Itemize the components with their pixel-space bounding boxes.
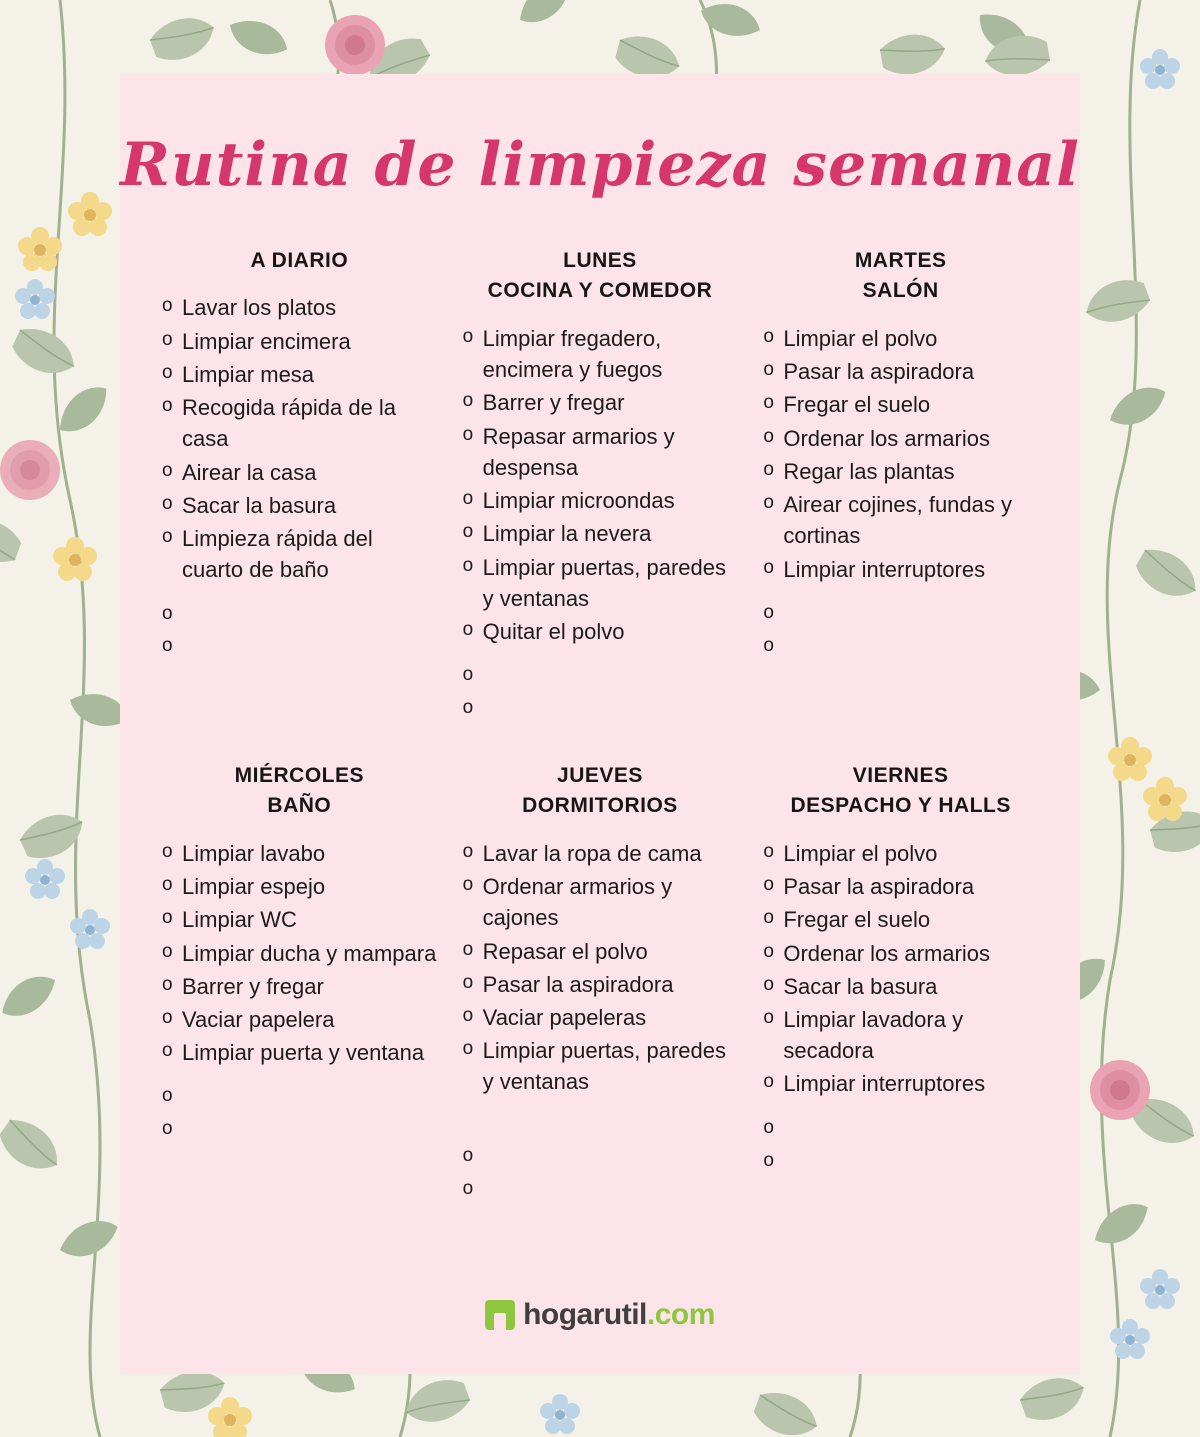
task-list [162, 838, 437, 1069]
task-label: Lavar la ropa de cama [482, 840, 702, 866]
task-label: Limpieza rápida del cuarto de baño [182, 526, 373, 583]
task-list [463, 323, 738, 647]
task-label: Lavar los platos [182, 295, 337, 321]
checkbox-bullet[interactable]: o [763, 1149, 774, 1171]
checkbox-bullet[interactable]: o [763, 1116, 774, 1138]
blank-task-lines [463, 1142, 738, 1204]
checkbox-bullet[interactable]: o [162, 940, 173, 962]
checkbox-bullet[interactable]: o [462, 554, 474, 576]
block-viernes [763, 761, 1038, 1208]
task-item[interactable] [463, 1002, 738, 1033]
block-heading-line1: LUNES [563, 249, 637, 272]
checkbox-bullet[interactable]: o [162, 635, 173, 657]
task-label: Regar las plantas [783, 458, 955, 484]
checkbox-bullet[interactable]: o [462, 1005, 474, 1027]
blank-task-item[interactable] [162, 1082, 437, 1111]
task-item[interactable] [763, 423, 1038, 454]
checkbox-bullet[interactable]: o [462, 1038, 474, 1060]
blank-task-item[interactable] [763, 1114, 1038, 1143]
task-item[interactable] [763, 838, 1038, 869]
checkbox-bullet[interactable]: o [763, 940, 774, 962]
task-list [763, 323, 1038, 585]
blank-task-lines [463, 661, 738, 723]
task-list [463, 838, 738, 1098]
task-label: Pasar la aspiradora [783, 359, 975, 385]
checklist-grid-row-1 [120, 246, 1080, 727]
checkbox-bullet[interactable]: o [462, 840, 474, 862]
block-heading [463, 246, 738, 307]
task-item[interactable] [763, 456, 1038, 487]
block-lunes [463, 246, 738, 727]
blank-task-item[interactable] [463, 694, 738, 723]
task-item[interactable] [162, 971, 437, 1002]
block-heading [162, 761, 437, 822]
task-label: Vaciar papelera [182, 1007, 335, 1033]
task-item[interactable] [463, 936, 738, 967]
block-heading [763, 246, 1038, 307]
task-item[interactable] [463, 616, 738, 647]
block-heading-line2: DESPACHO Y HALLS [790, 794, 1011, 818]
task-label: Limpiar ducha y mampara [182, 940, 437, 966]
checkbox-bullet[interactable]: o [162, 1085, 173, 1107]
checklist-grid-row-2 [120, 761, 1080, 1208]
task-item[interactable] [162, 1037, 437, 1068]
block-heading-line1: JUEVES [557, 763, 643, 787]
block-a-diario [162, 246, 437, 727]
task-item[interactable] [463, 552, 738, 614]
task-item[interactable] [162, 457, 437, 488]
blank-task-lines [763, 1114, 1038, 1176]
task-item[interactable] [162, 326, 437, 357]
checkbox-bullet[interactable]: o [763, 601, 774, 623]
task-label: Barrer y fregar [482, 390, 625, 416]
task-label: Repasar armarios y despensa [482, 423, 675, 480]
block-heading [463, 761, 738, 822]
task-label: Ordenar armarios y cajones [482, 874, 673, 931]
task-item[interactable] [463, 838, 738, 869]
task-label: Limpiar interruptores [783, 1071, 986, 1097]
block-miercoles [162, 761, 437, 1208]
checkbox-bullet[interactable]: o [162, 907, 173, 929]
checkbox-bullet[interactable]: o [763, 1007, 774, 1029]
task-label: Sacar la basura [182, 492, 337, 518]
task-label: Ordenar los armarios [783, 940, 990, 966]
task-label: Fregar el suelo [783, 907, 931, 933]
task-label: Ordenar los armarios [783, 425, 990, 451]
checkbox-bullet[interactable]: o [162, 361, 173, 383]
checkbox-bullet[interactable]: o [162, 459, 173, 481]
task-item[interactable] [763, 389, 1038, 420]
task-list [763, 838, 1038, 1100]
task-item[interactable] [763, 323, 1038, 354]
task-label: Limpiar el polvo [783, 325, 938, 351]
task-item[interactable] [162, 292, 437, 323]
blank-task-lines [763, 599, 1038, 661]
checkbox-bullet[interactable]: o [462, 325, 474, 347]
task-label: Recogida rápida de la casa [182, 395, 397, 452]
checkbox-bullet[interactable]: o [763, 973, 774, 995]
task-list [162, 292, 437, 585]
task-label: Limpiar el polvo [783, 840, 938, 866]
blank-task-item[interactable] [763, 632, 1038, 661]
task-label: Limpiar lavabo [182, 840, 326, 866]
task-item[interactable] [763, 871, 1038, 902]
block-heading-line2: DORMITORIOS [522, 794, 678, 818]
checkbox-bullet[interactable]: o [462, 971, 474, 993]
task-item[interactable] [763, 356, 1038, 387]
task-item[interactable] [463, 387, 738, 418]
task-item[interactable] [162, 523, 437, 585]
task-item[interactable] [763, 489, 1038, 551]
checkbox-bullet[interactable]: o [462, 618, 474, 640]
checkbox-bullet[interactable]: o [162, 1040, 173, 1062]
task-label: Pasar la aspiradora [482, 971, 674, 997]
checkbox-bullet[interactable]: o [462, 664, 474, 686]
block-martes [763, 246, 1038, 727]
task-label: Limpiar puertas, paredes y ventanas [482, 1038, 727, 1095]
task-label: Limpiar espejo [182, 874, 326, 900]
block-heading-line1: MARTES [854, 249, 947, 272]
checkbox-bullet[interactable]: o [763, 556, 774, 578]
checkbox-bullet[interactable]: o [162, 602, 173, 624]
task-item[interactable] [162, 359, 437, 390]
checkbox-bullet[interactable]: o [162, 395, 173, 417]
task-label: Airear cojines, fundas y cortinas [783, 492, 1012, 549]
blank-task-item[interactable] [463, 1175, 738, 1204]
checkbox-bullet[interactable]: o [763, 492, 774, 514]
task-label: Sacar la basura [783, 973, 938, 999]
checkbox-bullet[interactable]: o [162, 295, 173, 317]
checkbox-bullet[interactable]: o [462, 1144, 474, 1166]
task-label: Limpiar puerta y ventana [182, 1040, 425, 1066]
checkbox-bullet[interactable]: o [763, 840, 774, 862]
task-item[interactable] [763, 554, 1038, 585]
checkbox-bullet[interactable]: o [462, 938, 474, 960]
blank-task-lines [162, 600, 437, 662]
task-label: Limpiar interruptores [783, 556, 986, 582]
checkbox-bullet[interactable]: o [162, 973, 173, 995]
checkbox-bullet[interactable]: o [162, 492, 173, 514]
block-heading-line2: COCINA Y COMEDOR [487, 279, 713, 303]
checkbox-bullet[interactable]: o [162, 1118, 173, 1140]
task-label: Limpiar mesa [182, 361, 315, 387]
checkbox-bullet[interactable]: o [462, 874, 474, 896]
task-item[interactable] [763, 904, 1038, 935]
task-item[interactable] [162, 392, 437, 454]
checkbox-bullet[interactable]: o [763, 392, 774, 414]
logo-wordmark [523, 1298, 715, 1332]
blank-task-item[interactable] [162, 632, 437, 661]
block-heading-line1: A DIARIO [250, 249, 349, 272]
task-item[interactable] [463, 969, 738, 1000]
block-heading-line2: SALÓN [862, 279, 939, 303]
block-heading-line2: BAÑO [267, 794, 332, 818]
task-item[interactable] [162, 904, 437, 935]
checkbox-bullet[interactable]: o [763, 874, 774, 896]
logo-name: hogarutil [523, 1298, 647, 1331]
checkbox-bullet[interactable]: o [462, 488, 474, 510]
checkbox-bullet[interactable]: o [763, 458, 774, 480]
checkbox-bullet[interactable]: o [763, 1071, 774, 1093]
task-item[interactable] [162, 938, 437, 969]
checkbox-bullet[interactable]: o [462, 390, 474, 412]
checkbox-bullet[interactable]: o [763, 325, 774, 347]
task-label: Limpiar la nevera [482, 521, 652, 547]
row-spacer [120, 727, 1080, 761]
task-item[interactable] [162, 838, 437, 869]
checkbox-bullet[interactable]: o [162, 328, 173, 350]
checkbox-bullet[interactable]: o [462, 697, 474, 719]
task-label: Fregar el suelo [783, 392, 931, 418]
task-item[interactable] [763, 1068, 1038, 1099]
checkbox-bullet[interactable]: o [162, 874, 173, 896]
block-heading-line1: VIERNES [852, 763, 949, 787]
blank-task-lines [162, 1082, 437, 1144]
blank-task-item[interactable] [763, 1147, 1038, 1176]
printable-checklist-card [120, 74, 1080, 1374]
task-item[interactable] [763, 1004, 1038, 1066]
blank-task-item[interactable] [463, 661, 738, 690]
task-label: Limpiar puertas, paredes y ventanas [482, 554, 727, 611]
checkbox-bullet[interactable]: o [162, 526, 173, 548]
blank-task-item[interactable] [162, 600, 437, 629]
checkbox-bullet[interactable]: o [462, 521, 474, 543]
checkbox-bullet[interactable]: o [763, 359, 774, 381]
task-label: Barrer y fregar [182, 973, 324, 999]
task-item[interactable] [162, 490, 437, 521]
task-label: Limpiar encimera [182, 328, 351, 354]
task-label: Vaciar papeleras [482, 1005, 647, 1031]
blank-task-item[interactable] [463, 1142, 738, 1171]
block-heading [162, 246, 437, 276]
checkbox-bullet[interactable]: o [162, 840, 173, 862]
task-item[interactable] [162, 1004, 437, 1035]
footer-logo[interactable] [120, 1298, 1080, 1332]
task-label: Airear la casa [182, 459, 317, 485]
block-heading-line1: MIÉRCOLES [234, 763, 364, 787]
task-item[interactable] [463, 485, 738, 516]
task-label: Limpiar lavadora y secadora [783, 1007, 964, 1064]
task-item[interactable] [463, 518, 738, 549]
task-item[interactable] [763, 971, 1038, 1002]
page-title: Rutina de limpieza semanal [120, 130, 1080, 200]
task-item[interactable] [463, 421, 738, 483]
task-label: Limpiar microondas [482, 488, 675, 514]
task-item[interactable] [463, 1035, 738, 1097]
task-label: Limpiar WC [182, 907, 297, 933]
checkbox-bullet[interactable]: o [763, 634, 774, 656]
checkbox-bullet[interactable]: o [763, 907, 774, 929]
task-item[interactable] [763, 938, 1038, 969]
checkbox-bullet[interactable]: o [462, 423, 474, 445]
blank-task-item[interactable] [763, 599, 1038, 628]
blank-task-item[interactable] [162, 1115, 437, 1144]
block-jueves [463, 761, 738, 1208]
block-heading [763, 761, 1038, 822]
checkbox-bullet[interactable]: o [162, 1007, 173, 1029]
task-label: Limpiar fregadero, encimera y fuegos [482, 325, 663, 383]
house-logo-icon [485, 1300, 515, 1330]
task-item[interactable] [463, 871, 738, 933]
checkbox-bullet[interactable]: o [763, 425, 774, 447]
task-label: Pasar la aspiradora [783, 874, 975, 900]
logo-suffix: .com [646, 1298, 715, 1331]
task-label: Quitar el polvo [482, 618, 625, 644]
task-item[interactable] [463, 323, 738, 385]
task-label: Repasar el polvo [482, 938, 648, 964]
checkbox-bullet[interactable]: o [462, 1177, 474, 1199]
task-item[interactable] [162, 871, 437, 902]
